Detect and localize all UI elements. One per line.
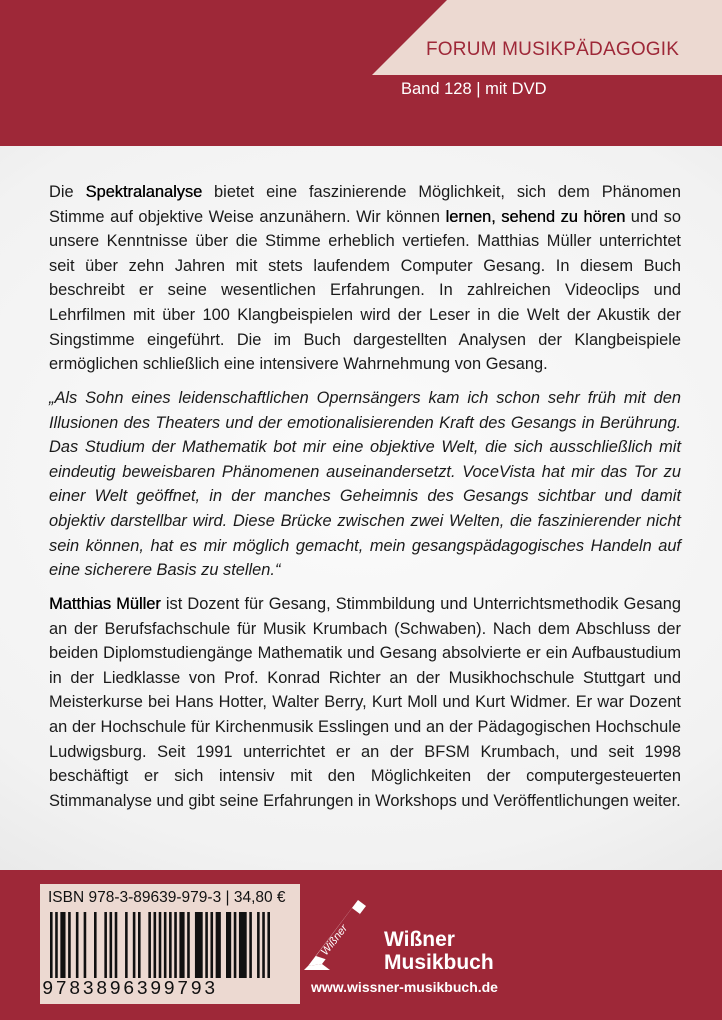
barcode-bar (267, 912, 270, 978)
main-content (0, 146, 722, 870)
barcode-bar (60, 912, 65, 978)
barcode-bar (50, 912, 53, 978)
barcode-bar (76, 912, 79, 978)
description-emphasis: Spektralanalyse (85, 183, 203, 201)
author-bio (49, 592, 681, 813)
author-name: Matthias Müller (49, 595, 161, 613)
isbn-price: ISBN 978-3-89639-979-3 | 34,80 € (48, 889, 286, 906)
publisher-name-line2: Musikbuch (384, 951, 494, 974)
barcode-bar (226, 912, 231, 978)
barcode-bar (216, 912, 221, 978)
description-emphasis: lernen, sehend zu hören (445, 207, 626, 226)
barcode-bar (84, 912, 87, 978)
publisher-url[interactable]: www.wissner-musikbuch.de (311, 979, 498, 995)
description-text: Die (49, 183, 86, 201)
barcode-bar (133, 912, 136, 978)
publisher-name (384, 928, 494, 974)
series-title: FORUM MUSIKPÄDAGOGIK (426, 39, 680, 60)
description-text: und so unsere Kenntnisse über die Stimme erheblich vertiefen. Matthias Müller unterrichtet seit über zehn Jahren mit stets laufendem Computer Gesang. In diesem Buch beschreibt er seine wesentlichen Erfahrungen. In zahlreichen Videoclips und Lehrfilmen mit über 100 Klangbeispielen wird der Leser in die Welt der Akustik der Singstimme eingeführt. Die im Buch dargestellten Analysen der Klangbeispiele ermöglichen schließlich eine intensivere Wahrnehmung von Gesang. (49, 207, 681, 374)
publisher-logo-icon (300, 890, 370, 970)
barcode-bar (205, 912, 208, 978)
barcode-bar (239, 912, 247, 978)
bio-text: ist Dozent für Gesang, Stimmbildung und Unterrichtsmethodik Gesang an der Berufsfachschule für Musik Krumbach (Schwaben). Nach dem Abschluss der beiden Diplomstudiengänge Mathematik und Gesang absolvierte er ein Aufbaustudium in der Liedklasse von Prof. Konrad Richter an der Musikhochschule Stuttgart und Meisterkurse bei Hans Hotter, Walter Berry, Kurt Moll und Kurt Widmer. Er war Dozent an der Hochschule für Kirchenmusik Esslingen und an der Pädagogischen Hochschule Ludwigsburg. Seit 1991 unterrichtet er an der BFSM Krumbach, und seit 1998 beschäftigt er sich intensiv mit den Möglichkeiten der computergesteuerten Stimmanalyse und gibt seine Erfahrungen in Workshops und Veröffentlichungen weiter. (49, 595, 681, 810)
barcode-bar (148, 912, 151, 978)
volume-info: Band 128 | mit DVD (401, 80, 547, 98)
barcode-bar (187, 912, 190, 978)
barcode-bar (125, 912, 128, 978)
barcode-bar (94, 912, 97, 978)
publisher-name-line1: Wißner (384, 928, 455, 951)
barcode-bar (234, 912, 237, 978)
publisher-logo-text: Wißner (318, 922, 351, 958)
barcode-bar (115, 912, 118, 978)
barcode-bar (257, 912, 260, 978)
barcode-bar (55, 912, 58, 978)
barcode-bar (210, 912, 213, 978)
description-text: bietet eine faszinierende Möglichkeit, sich dem Phänomen Stimme auf objektive Weise anzunähern. Wir können (49, 183, 681, 226)
barcode-bar (249, 912, 252, 978)
ean-number: 9783896399793 (42, 978, 218, 1000)
barcode-bar (164, 912, 167, 978)
barcode (50, 912, 270, 978)
barcode-bar (195, 912, 203, 978)
author-quote: „Als Sohn eines leidenschaftlichen Opernsängers kam ich schon sehr früh mit den Illusionen des Theaters und der emotionalisierenden Kraft des Gesangs in Berührung. Das Studium der Mathematik bot mir eine objektive Welt, die sich ausschließlich mit eindeutig beweisbaren Phänomenen auseinandersetzt. VoceVista hat mir das Tor zu einer Welt geöffnet, in der manches Geheimnis des Gesangs sichtbar und damit objektiv darstellbar wird. Diese Brücke zwischen zwei Welten, die faszinierender nicht sein können, hat es mir möglich gemacht, mein gesangspädagogisches Handeln auf eine sicherere Basis zu stellen.“ (49, 389, 681, 580)
barcode-bar (110, 912, 113, 978)
barcode-bar (104, 912, 107, 978)
barcode-bar (68, 912, 71, 978)
description-paragraph (49, 180, 681, 377)
barcode-bar (179, 912, 184, 978)
barcode-bar (262, 912, 265, 978)
barcode-bar (154, 912, 157, 978)
barcode-bar (174, 912, 177, 978)
barcode-bar (138, 912, 141, 978)
barcode-bar (159, 912, 162, 978)
barcode-bar (169, 912, 172, 978)
